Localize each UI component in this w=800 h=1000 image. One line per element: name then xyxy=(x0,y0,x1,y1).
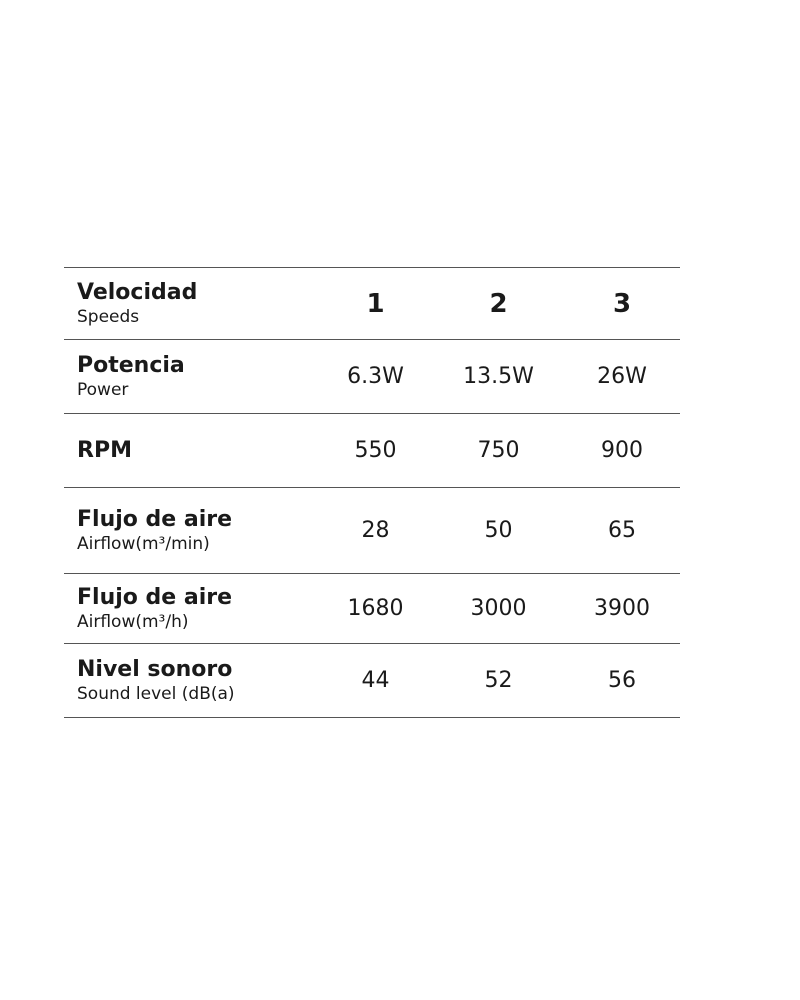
table-row-airflow-min xyxy=(64,488,680,574)
value-cell: 26W xyxy=(597,364,647,389)
value-cell: 50 xyxy=(484,518,513,543)
value-cell: 750 xyxy=(477,438,520,463)
header-sublabel: Speeds xyxy=(77,306,140,327)
row-label: RPM xyxy=(77,437,132,463)
value-cell: 900 xyxy=(601,438,643,463)
header-label-cell xyxy=(64,280,318,328)
value-cell: 3000 xyxy=(470,596,527,621)
value-cell: 3900 xyxy=(594,596,650,621)
value-cell: 1680 xyxy=(347,596,404,621)
row-sublabel: Power xyxy=(77,379,129,400)
row-sublabel: Airflow(m³/h) xyxy=(77,611,189,632)
speed-3-header: 3 xyxy=(612,288,632,319)
row-label: Potencia xyxy=(77,352,185,378)
row-sublabel: Sound level (dB(a) xyxy=(77,683,235,704)
value-cell: 6.3W xyxy=(347,364,404,389)
speed-1-header: 1 xyxy=(366,288,385,319)
row-label-cell xyxy=(64,585,318,633)
value-cell: 44 xyxy=(361,668,390,693)
table-row-sound-level xyxy=(64,644,680,718)
value-cell: 56 xyxy=(608,668,636,693)
row-label-cell xyxy=(64,657,318,705)
row-label: Flujo de aire xyxy=(77,506,233,532)
row-sublabel: Airflow(m³/min) xyxy=(77,533,210,554)
row-label: Nivel sonoro xyxy=(77,656,233,682)
table-header-row xyxy=(64,268,680,340)
value-cell: 52 xyxy=(484,668,513,693)
row-label-cell xyxy=(64,353,318,401)
speed-2-header: 2 xyxy=(489,288,508,319)
value-cell: 65 xyxy=(608,518,636,543)
table-row-airflow-hour xyxy=(64,574,680,644)
value-cell: 28 xyxy=(361,518,390,543)
header-label: Velocidad xyxy=(77,279,198,305)
spec-table xyxy=(64,267,680,718)
row-label: Flujo de aire xyxy=(77,584,233,610)
row-label-cell xyxy=(64,507,318,555)
row-label-cell xyxy=(64,438,318,464)
table-row-power xyxy=(64,340,680,414)
value-cell: 13.5W xyxy=(463,364,534,389)
table-row-rpm xyxy=(64,414,680,488)
value-cell: 550 xyxy=(354,438,397,463)
